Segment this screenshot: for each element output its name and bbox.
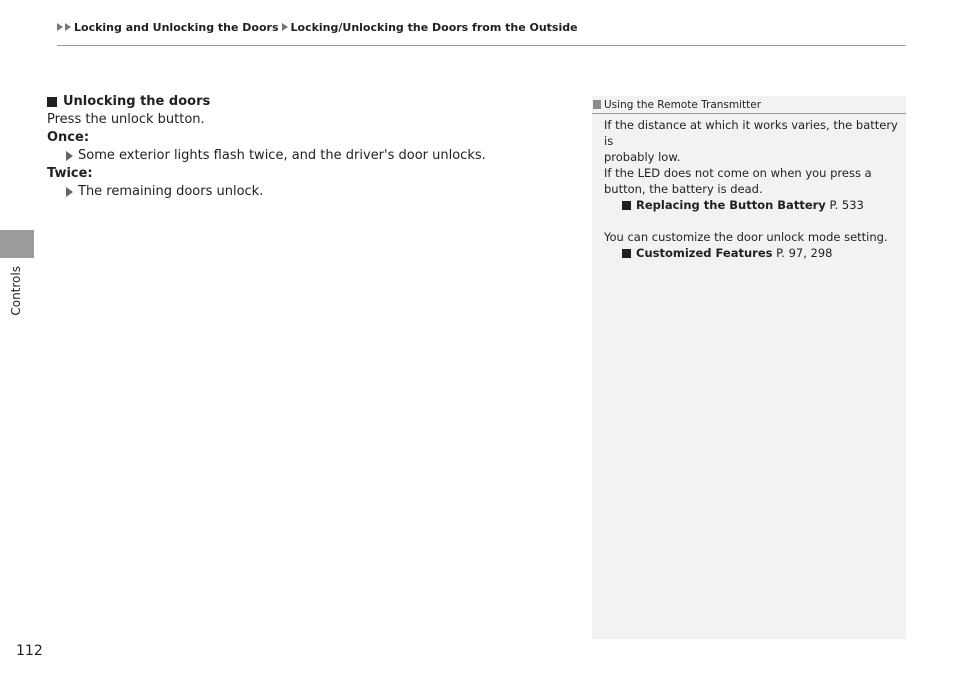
breadcrumb-arrow-icon (282, 23, 288, 31)
twice-result-text: The remaining doors unlock. (78, 184, 264, 199)
breadcrumb-arrow-icon (65, 23, 71, 31)
reference-page: P. 97, 298 (776, 246, 833, 260)
note-line: If the distance at which it works varies, the battery is (604, 118, 898, 148)
once-label: Once: (47, 130, 90, 145)
heading-square-icon (47, 97, 57, 107)
section-tab-marker (0, 230, 34, 258)
reference-title: Customized Features (636, 246, 773, 260)
cross-reference-link[interactable] (604, 197, 900, 213)
breadcrumb-arrow-icon (57, 23, 63, 31)
sidebar-title-text: Using the Remote Transmitter (604, 98, 762, 111)
twice-result (47, 183, 567, 201)
page-number: 112 (16, 643, 43, 659)
note-marker-icon (593, 100, 601, 109)
result-arrow-icon (66, 151, 73, 161)
notes-sidebar (592, 96, 906, 639)
cross-reference-link[interactable] (604, 245, 900, 261)
result-arrow-icon (66, 187, 73, 197)
breadcrumb (57, 19, 581, 35)
once-result (47, 147, 567, 165)
section-tab-label: Controls (9, 266, 23, 316)
header-divider (57, 45, 906, 46)
section-heading (47, 93, 567, 111)
reference-page: P. 533 (829, 198, 864, 212)
instruction-text: Press the unlock button. (47, 112, 205, 127)
note-line: button, the battery is dead. (604, 182, 763, 196)
sidebar-body (604, 117, 900, 261)
note-line: You can customize the door unlock mode setting. (604, 230, 888, 244)
reference-icon (622, 201, 631, 210)
main-content (47, 93, 567, 201)
reference-icon (622, 249, 631, 258)
sidebar-title (592, 96, 906, 114)
section-heading-text: Unlocking the doors (63, 94, 211, 109)
note-line: If the LED does not come on when you press a (604, 166, 872, 180)
reference-title: Replacing the Button Battery (636, 198, 826, 212)
twice-label: Twice: (47, 166, 93, 181)
breadcrumb-item[interactable]: Locking and Unlocking the Doors (74, 20, 279, 34)
note-line: probably low. (604, 150, 681, 164)
breadcrumb-item[interactable]: Locking/Unlocking the Doors from the Outside (290, 20, 578, 34)
once-result-text: Some exterior lights flash twice, and the driver's door unlocks. (78, 148, 486, 163)
